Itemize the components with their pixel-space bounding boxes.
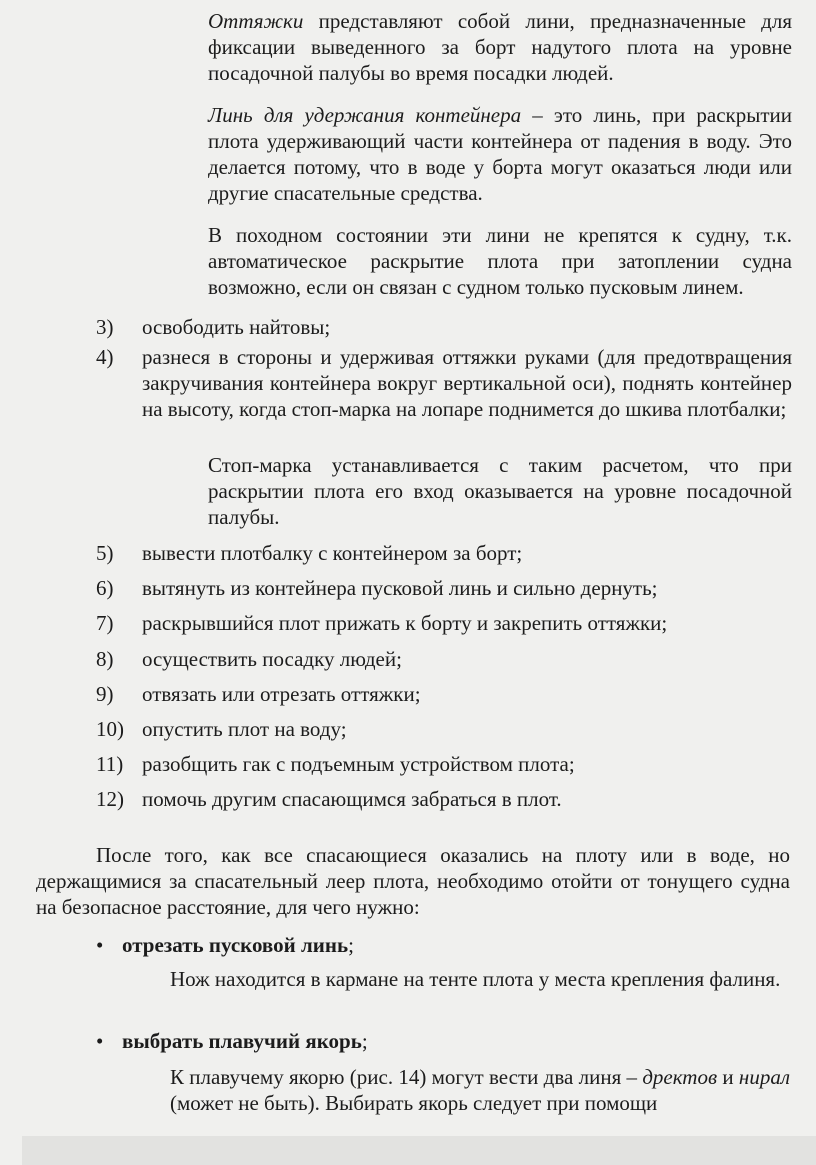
- list-item-text: раскрывшийся плот прижать к борту и закрепить оттяжки;: [142, 611, 668, 635]
- note-stop-mark-text: Стоп-марка устанавливается с таким расчетом, что при раскрытии плота его вход оказывается на уровне посадочной палубы.: [208, 453, 792, 529]
- list-item-text: вытянуть из контейнера пусковой линь и сильно дернуть;: [142, 576, 658, 600]
- note-sea-anchor-after: (может не быть). Выбирать якорь следует при помощи: [170, 1091, 658, 1115]
- list-item-number: 9): [96, 682, 114, 706]
- term-drektov: дректов: [642, 1065, 718, 1089]
- paragraph-after-boarding: [36, 842, 790, 920]
- note-container-line: [208, 102, 792, 206]
- note-ottyazhki-text: представляют собой лини, предназначенные для фиксации выведенного за борт надутого плота на уровне посадочной палубы во время посадки людей.: [208, 9, 792, 85]
- note-travel-state: [208, 222, 792, 300]
- list-item-number: 12): [96, 787, 124, 811]
- bullet-tail: ;: [361, 1029, 368, 1053]
- note-container-line-text: – это линь, при раскрытии плота удерживающий части контейнера от падения в воду. Это делается потому, что в воде у борта могут оказаться люди или другие спасательные средства.: [208, 103, 793, 205]
- note-ottyazhki: [208, 8, 792, 86]
- list-item-number: 6): [96, 576, 114, 600]
- bullet-dot: •: [96, 933, 104, 957]
- bullet-dot: •: [96, 1029, 104, 1053]
- list-item-text: разнеся в стороны и удерживая оттяжки руками (для предотвращения закручивания контейнера вокруг вертикальной оси), поднять контейнер на высоту, когда стоп-марка на лопаре поднимется до шкива плотбалки;: [142, 345, 792, 421]
- scan-bottom-shade: [22, 1136, 816, 1165]
- bullet-label: выбрать плавучий якорь: [122, 1029, 362, 1053]
- note-sea-anchor-before: К плавучему якорю (рис. 14) могут вести два линя –: [170, 1065, 643, 1089]
- term-niral: нирал: [738, 1065, 790, 1089]
- note-sea-anchor: [170, 1064, 790, 1116]
- list-item-number: 5): [96, 541, 114, 565]
- note-sea-anchor-mid: и: [717, 1065, 739, 1089]
- bullet-tail: ;: [348, 933, 354, 957]
- list-item-text: вывести плотбалку с контейнером за борт;: [142, 541, 523, 565]
- list-item-number: 10): [96, 717, 124, 741]
- term-ottyazhki: Оттяжки: [208, 9, 304, 33]
- list-item-number: 7): [96, 611, 114, 635]
- note-stop-mark: [208, 452, 792, 530]
- list-item-number: 11): [96, 752, 124, 776]
- list-item-text: помочь другим спасающимся забраться в плот.: [142, 787, 562, 811]
- list-item-text: опустить плот на воду;: [142, 717, 347, 741]
- list-item-text: освободить найтовы;: [142, 315, 331, 339]
- note-knife-text: Нож находится в кармане на тенте плота у места крепления фалиня.: [170, 967, 781, 991]
- note-knife: [170, 966, 790, 992]
- list-item-text: осуществить посадку людей;: [142, 647, 402, 671]
- paragraph-text: После того, как все спасающиеся оказались на плоту или в воде, но держащимися за спасательный леер плота, необходимо отойти от тонущего судна на безопасное расстояние, для чего нужно:: [36, 843, 790, 919]
- list-item-number: 4): [96, 345, 114, 369]
- bullet-label: отрезать пусковой линь: [122, 933, 349, 957]
- list-item-number: 3): [96, 315, 114, 339]
- list-item-text: отвязать или отрезать оттяжки;: [142, 682, 421, 706]
- list-item-text: разобщить гак с подъемным устройством плота;: [142, 752, 575, 776]
- note-travel-state-text: В походном состоянии эти лини не крепятся к судну, т.к. автоматическое раскрытие плота при затоплении судна возможно, если он связан с судном только пусковым линем.: [208, 223, 792, 299]
- list-item-number: 8): [96, 647, 114, 671]
- term-container-line: Линь для удержания контейнера: [208, 103, 522, 127]
